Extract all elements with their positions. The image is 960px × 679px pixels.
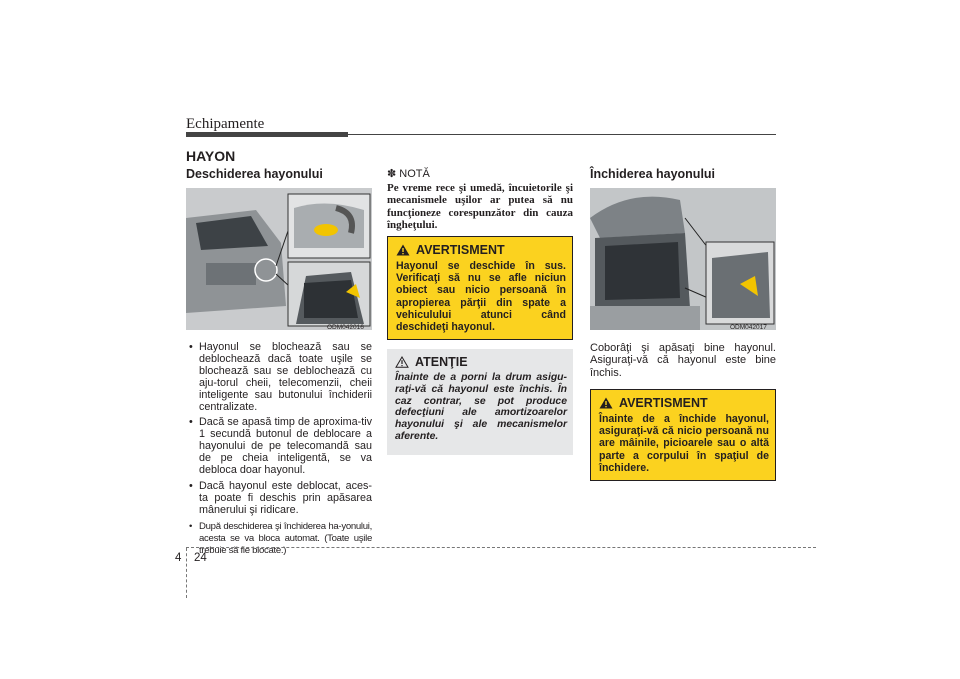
warning-triangle-icon xyxy=(396,244,410,256)
header-bar xyxy=(186,132,348,137)
chapter-number: 4 xyxy=(175,552,182,564)
caution-triangle-icon xyxy=(395,356,409,368)
chapter-title: Echipamente xyxy=(186,116,265,132)
list-item: • După deschiderea şi închiderea ha-yonului, acesta se va bloca automat. (Toate uşile trebuie să fie blocate.) xyxy=(186,521,372,557)
photo-caption: ODM042017 xyxy=(730,324,767,331)
tailgate-open-photo xyxy=(186,188,372,330)
header-rule xyxy=(348,134,776,135)
caution-title-row xyxy=(395,355,567,369)
list-item: • Hayonul se blochează sau se deblochează dacă toate uşile se blochează sau se deblochează cu aju-torul cheii, telecomenzii, cheii inteligente sau butonului închiderii centralizate. xyxy=(186,342,372,413)
warning-title-row xyxy=(396,243,566,257)
warning-title-row xyxy=(599,396,769,410)
note-text: Pe vreme rece şi umedă, încuietorile şi mecanismele uşilor ar putea să nu funcţioneze corespunzător din cauza îngheţului. xyxy=(387,182,573,232)
caution-box xyxy=(387,349,573,455)
tailgate-close-photo xyxy=(590,188,776,330)
section-title: HAYON xyxy=(186,148,236,164)
warning-title: AVERTISMENT xyxy=(619,396,708,410)
warning-text: Înainte de a închide hayonul, asiguraţi-vă că nicio persoană nu are mâinile, picioarele sau o altă parte a corpului în spaţiul de închidere. xyxy=(599,413,769,474)
footer-rule xyxy=(186,547,816,548)
caution-text: Înainte de a porni la drum asigu-raţi-vă că hayonul este închis. În caz contrar, se pot produce defecţiuni ale amortizoarelor hayonului şi ale mecanismelor aferente. xyxy=(395,372,567,442)
warning-box xyxy=(590,389,776,481)
tailgate-open-illustration xyxy=(186,188,372,330)
col1-heading: Deschiderea hayonului xyxy=(186,167,323,181)
footer-divider xyxy=(186,548,187,598)
warning-triangle-icon xyxy=(599,397,613,409)
col3-heading: Închiderea hayonului xyxy=(590,167,716,181)
warning-box xyxy=(387,236,573,340)
warning-text: Hayonul se deschide în sus. Verificaţi să nu se afle niciun obiect sau nicio persoană în apropierea părţii din spate a vehiculului atunci când deschideţi hayonul. xyxy=(396,260,566,334)
closing-instructions: Coborâţi şi apăsaţi bine hayonul. Asiguraţi-vă că hayonul este bine închis. xyxy=(590,342,776,379)
page-number: 24 xyxy=(194,552,207,564)
tailgate-close-illustration xyxy=(590,188,776,330)
note-label: ✽ NOTĂ xyxy=(387,168,430,180)
instructions-list xyxy=(186,342,372,560)
warning-title: AVERTISMENT xyxy=(416,243,505,257)
list-item: • Dacă hayonul este deblocat, aces-ta poate fi deschis prin apăsarea mânerului şi ridicare. xyxy=(186,481,372,517)
photo-caption: ODM042016 xyxy=(327,324,364,331)
caution-title: ATENŢIE xyxy=(415,355,468,369)
list-item: • Dacă se apasă timp de aproxima-tiv 1 secundă butonul de deblocare a hayonului de pe telecomandă sau de pe cheia inteligentă, se va debloca doar hayonul. xyxy=(186,417,372,477)
